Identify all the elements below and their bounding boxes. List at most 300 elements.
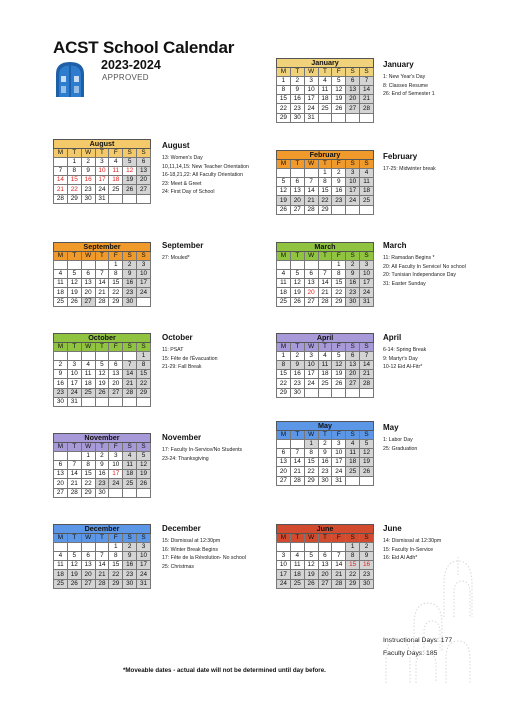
date-cell: 1 [277, 77, 291, 86]
date-cell: 2 [360, 543, 374, 552]
day-header: W [304, 252, 318, 261]
event-list-august [162, 154, 249, 197]
date-cell: 23 [332, 196, 346, 205]
date-cell: 25 [318, 104, 332, 113]
day-header: S [360, 160, 374, 169]
date-cell: 24 [346, 196, 360, 205]
empty-cell [123, 397, 137, 406]
date-cell: 29 [277, 113, 291, 122]
empty-cell [277, 440, 291, 449]
day-header: F [332, 252, 346, 261]
event-list-may [383, 436, 417, 453]
date-cell: 26 [137, 479, 151, 488]
date-cell: 17 [304, 370, 318, 379]
empty-cell [81, 261, 95, 270]
date-cell: 18 [346, 458, 360, 467]
date-cell: 17 [360, 279, 374, 288]
date-cell: 28 [95, 579, 109, 588]
date-cell: 25 [290, 579, 304, 588]
empty-cell [290, 543, 304, 552]
date-cell: 27 [81, 297, 95, 306]
empty-cell [360, 113, 374, 122]
date-cell: 20 [81, 288, 95, 297]
date-cell: 9 [360, 552, 374, 561]
date-cell: 12 [67, 279, 81, 288]
empty-cell [67, 261, 81, 270]
empty-cell [277, 169, 291, 178]
date-cell: 9 [123, 270, 137, 279]
event-item: 15: Faculty In-Service [383, 546, 434, 553]
empty-cell [346, 476, 360, 485]
day-header: M [277, 160, 291, 169]
month-heading-january: January [383, 60, 414, 69]
date-cell: 7 [95, 270, 109, 279]
date-cell: 27 [346, 379, 360, 388]
date-cell: 18 [54, 288, 68, 297]
day-header: F [332, 534, 346, 543]
date-cell: 13 [346, 361, 360, 370]
date-cell: 11 [318, 86, 332, 95]
date-cell: 19 [332, 370, 346, 379]
month-heading-november: November [162, 433, 202, 442]
date-cell: 9 [81, 167, 95, 176]
date-cell: 8 [109, 552, 123, 561]
day-header: F [109, 443, 123, 452]
date-cell: 17 [137, 279, 151, 288]
empty-cell [318, 113, 332, 122]
date-cell: 8 [81, 461, 95, 470]
day-header: S [346, 431, 360, 440]
day-header: S [137, 343, 151, 352]
empty-cell [54, 158, 68, 167]
day-header: S [137, 443, 151, 452]
faculty-days: Faculty Days: 185 [383, 650, 438, 657]
day-header: T [290, 343, 304, 352]
empty-cell [290, 440, 304, 449]
day-header: S [360, 534, 374, 543]
month-header-september: September [54, 243, 151, 252]
event-item: 16: Eid Al Adh* [383, 555, 418, 562]
day-header: S [137, 534, 151, 543]
date-cell: 12 [304, 561, 318, 570]
approval-status: APPROVED [102, 73, 149, 82]
event-item: 1: Labor Day [383, 437, 413, 443]
date-cell: 22 [81, 479, 95, 488]
empty-cell [95, 261, 109, 270]
date-cell: 11 [54, 561, 68, 570]
date-cell: 14 [360, 361, 374, 370]
date-cell: 19 [137, 470, 151, 479]
event-item: 17-25: Midwinter break [383, 166, 436, 172]
footnote: *Moveable dates - actual date will not be determined until day before. [123, 667, 326, 674]
school-logo-icon [54, 60, 86, 98]
date-cell: 3 [109, 452, 123, 461]
date-cell: 21 [290, 467, 304, 476]
empty-cell [95, 397, 109, 406]
date-cell: 4 [318, 352, 332, 361]
event-item: 17: Faculty In-Service/No Students [162, 447, 243, 453]
date-cell: 2 [346, 261, 360, 270]
date-cell: 30 [360, 579, 374, 588]
date-cell: 1 [109, 261, 123, 270]
month-calendar-february [276, 150, 374, 215]
date-cell: 13 [109, 370, 123, 379]
month-header-february: February [277, 151, 374, 160]
date-cell: 5 [332, 352, 346, 361]
day-header: W [81, 149, 95, 158]
date-cell: 15 [346, 561, 360, 570]
event-list-november [162, 446, 242, 463]
date-cell: 27 [304, 297, 318, 306]
date-cell: 21 [360, 95, 374, 104]
date-cell: 31 [360, 297, 374, 306]
date-cell: 12 [137, 461, 151, 470]
day-header: T [318, 160, 332, 169]
date-cell: 4 [346, 440, 360, 449]
date-cell: 8 [332, 270, 346, 279]
event-item: 20: Tunisian Independance Day [383, 272, 456, 279]
date-cell: 22 [318, 196, 332, 205]
date-cell: 21 [360, 370, 374, 379]
date-cell: 18 [360, 187, 374, 196]
date-cell: 3 [95, 158, 109, 167]
date-cell: 6 [109, 361, 123, 370]
date-cell: 4 [54, 552, 68, 561]
date-cell: 20 [54, 479, 68, 488]
empty-cell [54, 352, 68, 361]
date-cell: 7 [54, 167, 68, 176]
date-cell: 5 [67, 552, 81, 561]
date-cell: 25 [54, 579, 68, 588]
date-cell: 30 [95, 488, 109, 497]
date-cell: 13 [54, 470, 68, 479]
date-cell: 1 [346, 543, 360, 552]
date-cell: 27 [277, 476, 291, 485]
date-cell: 20 [304, 288, 318, 297]
day-header: W [304, 68, 318, 77]
empty-cell [360, 205, 374, 214]
date-cell: 3 [346, 169, 360, 178]
empty-cell [332, 205, 346, 214]
date-cell: 2 [95, 452, 109, 461]
date-cell: 22 [109, 288, 123, 297]
date-cell: 21 [123, 379, 137, 388]
date-cell: 31 [67, 397, 81, 406]
event-item: 16: Winter Break Begins [162, 546, 218, 553]
date-cell: 24 [332, 467, 346, 476]
day-header: W [81, 534, 95, 543]
date-cell: 5 [137, 452, 151, 461]
date-cell: 10 [332, 449, 346, 458]
date-cell: 12 [290, 279, 304, 288]
date-cell: 29 [332, 297, 346, 306]
empty-cell [95, 352, 109, 361]
month-header-march: March [277, 243, 374, 252]
date-cell: 26 [290, 297, 304, 306]
date-cell: 23 [360, 570, 374, 579]
date-cell: 22 [346, 570, 360, 579]
event-list-march [383, 254, 466, 288]
date-cell: 5 [304, 552, 318, 561]
date-cell: 14 [95, 561, 109, 570]
date-cell: 23 [81, 185, 95, 194]
date-cell: 26 [67, 579, 81, 588]
date-cell: 8 [109, 270, 123, 279]
date-cell: 14 [290, 458, 304, 467]
date-cell: 23 [54, 388, 68, 397]
event-list-april [383, 346, 426, 372]
date-cell: 7 [360, 77, 374, 86]
date-cell: 9 [290, 86, 304, 95]
date-cell: 15 [67, 176, 81, 185]
empty-cell [54, 543, 68, 552]
day-header: W [304, 160, 318, 169]
empty-cell [318, 543, 332, 552]
date-cell: 28 [95, 297, 109, 306]
date-cell: 25 [346, 467, 360, 476]
date-cell: 26 [67, 297, 81, 306]
date-cell: 4 [360, 169, 374, 178]
date-cell: 6 [346, 77, 360, 86]
empty-cell [304, 261, 318, 270]
date-cell: 19 [290, 288, 304, 297]
month-header-january: January [277, 59, 374, 68]
date-cell: 25 [81, 388, 95, 397]
date-cell: 15 [109, 561, 123, 570]
date-cell: 10 [346, 178, 360, 187]
date-cell: 26 [332, 379, 346, 388]
date-cell: 11 [54, 279, 68, 288]
date-cell: 21 [304, 196, 318, 205]
month-heading-march: March [383, 241, 407, 250]
date-cell: 16 [360, 561, 374, 570]
event-item: 14: Dismissal at 12:30pm [383, 538, 442, 544]
event-item: 10-12 Eid Al-Fitr* [383, 364, 423, 371]
empty-cell [137, 297, 151, 306]
day-header: S [123, 534, 137, 543]
date-cell: 3 [67, 361, 81, 370]
empty-cell [109, 352, 123, 361]
date-cell: 13 [81, 561, 95, 570]
month-heading-december: December [162, 524, 201, 533]
month-header-april: April [277, 334, 374, 343]
day-header: S [123, 343, 137, 352]
date-cell: 19 [67, 288, 81, 297]
date-cell: 16 [346, 279, 360, 288]
date-cell: 28 [332, 579, 346, 588]
date-cell: 1 [109, 543, 123, 552]
empty-cell [318, 261, 332, 270]
date-cell: 17 [277, 570, 291, 579]
date-cell: 29 [277, 388, 291, 397]
month-heading-february: February [383, 152, 418, 161]
date-cell: 24 [304, 104, 318, 113]
empty-cell [346, 113, 360, 122]
event-item: 15: Dismissal at 12:30pm [162, 538, 221, 544]
event-item: 31: Easter Sunday [383, 280, 426, 287]
date-cell: 22 [67, 185, 81, 194]
day-header: F [332, 431, 346, 440]
month-heading-september: September [162, 241, 204, 250]
date-cell: 2 [54, 361, 68, 370]
day-header: F [109, 343, 123, 352]
day-header: S [360, 343, 374, 352]
date-cell: 24 [277, 579, 291, 588]
event-item: 16-18,21,22: All Faculty Orientation [162, 172, 244, 179]
event-item: 25: Graduation [383, 445, 418, 452]
date-cell: 1 [277, 352, 291, 361]
date-cell: 6 [81, 552, 95, 561]
date-cell: 29 [304, 476, 318, 485]
date-cell: 2 [123, 261, 137, 270]
date-cell: 22 [109, 570, 123, 579]
date-cell: 18 [123, 470, 137, 479]
school-year: 2023-2024 [101, 58, 161, 72]
day-header: T [318, 252, 332, 261]
date-cell: 16 [290, 95, 304, 104]
date-cell: 20 [318, 570, 332, 579]
date-cell: 12 [360, 449, 374, 458]
date-cell: 29 [81, 488, 95, 497]
event-item: 27: Mouled* [162, 255, 190, 261]
date-cell: 1 [67, 158, 81, 167]
empty-cell [109, 488, 123, 497]
date-cell: 2 [123, 543, 137, 552]
date-cell: 6 [81, 270, 95, 279]
date-cell: 29 [346, 579, 360, 588]
date-cell: 13 [277, 458, 291, 467]
empty-cell [290, 261, 304, 270]
empty-cell [109, 194, 123, 203]
date-cell: 27 [290, 205, 304, 214]
date-cell: 3 [360, 261, 374, 270]
date-cell: 9 [332, 178, 346, 187]
date-cell: 13 [290, 187, 304, 196]
event-item: 13: Women's Day [162, 155, 203, 161]
day-header: S [346, 68, 360, 77]
date-cell: 14 [360, 86, 374, 95]
date-cell: 21 [67, 479, 81, 488]
day-header: M [277, 431, 291, 440]
empty-cell [360, 388, 374, 397]
date-cell: 14 [95, 279, 109, 288]
date-cell: 20 [290, 196, 304, 205]
date-cell: 13 [304, 279, 318, 288]
day-header: W [304, 534, 318, 543]
day-header: S [137, 252, 151, 261]
date-cell: 9 [346, 270, 360, 279]
date-cell: 29 [67, 194, 81, 203]
date-cell: 23 [290, 104, 304, 113]
date-cell: 24 [95, 185, 109, 194]
date-cell: 17 [332, 458, 346, 467]
date-cell: 17 [109, 470, 123, 479]
date-cell: 15 [81, 470, 95, 479]
date-cell: 24 [137, 570, 151, 579]
date-cell: 12 [67, 561, 81, 570]
date-cell: 13 [81, 279, 95, 288]
month-calendar-october [53, 333, 151, 407]
event-list-september [162, 254, 190, 263]
date-cell: 14 [304, 187, 318, 196]
date-cell: 7 [123, 361, 137, 370]
event-item: 20: All Faculty In Service/ No school [383, 263, 466, 270]
date-cell: 1 [332, 261, 346, 270]
watermark-arches-icon [384, 555, 474, 685]
date-cell: 8 [304, 449, 318, 458]
date-cell: 17 [304, 95, 318, 104]
date-cell: 4 [318, 77, 332, 86]
day-header: T [67, 343, 81, 352]
date-cell: 31 [304, 113, 318, 122]
date-cell: 20 [109, 379, 123, 388]
date-cell: 30 [318, 476, 332, 485]
date-cell: 6 [346, 352, 360, 361]
date-cell: 27 [81, 579, 95, 588]
date-cell: 4 [81, 361, 95, 370]
date-cell: 30 [54, 397, 68, 406]
date-cell: 29 [318, 205, 332, 214]
date-cell: 7 [318, 270, 332, 279]
date-cell: 26 [332, 104, 346, 113]
date-cell: 21 [332, 570, 346, 579]
date-cell: 6 [54, 461, 68, 470]
month-header-august: August [54, 140, 151, 149]
day-header: M [277, 68, 291, 77]
date-cell: 28 [318, 297, 332, 306]
date-cell: 20 [346, 370, 360, 379]
empty-cell [346, 388, 360, 397]
day-header: S [346, 160, 360, 169]
day-header: T [318, 534, 332, 543]
empty-cell [304, 169, 318, 178]
date-cell: 20 [277, 467, 291, 476]
date-cell: 22 [304, 467, 318, 476]
day-header: T [318, 343, 332, 352]
date-cell: 30 [290, 388, 304, 397]
date-cell: 23 [123, 570, 137, 579]
date-cell: 17 [95, 176, 109, 185]
date-cell: 2 [290, 352, 304, 361]
date-cell: 27 [318, 579, 332, 588]
empty-cell [54, 261, 68, 270]
date-cell: 8 [277, 361, 291, 370]
date-cell: 28 [67, 488, 81, 497]
month-calendar-november [53, 433, 151, 498]
day-header: T [290, 534, 304, 543]
empty-cell [318, 388, 332, 397]
date-cell: 19 [95, 379, 109, 388]
month-heading-april: April [383, 333, 402, 342]
date-cell: 10 [109, 461, 123, 470]
date-cell: 15 [137, 370, 151, 379]
date-cell: 25 [277, 297, 291, 306]
date-cell: 2 [290, 77, 304, 86]
empty-cell [277, 261, 291, 270]
day-header: T [290, 431, 304, 440]
empty-cell [123, 352, 137, 361]
empty-cell [332, 543, 346, 552]
date-cell: 12 [332, 361, 346, 370]
date-cell: 13 [346, 86, 360, 95]
date-cell: 11 [346, 449, 360, 458]
day-header: T [290, 252, 304, 261]
day-header: F [109, 534, 123, 543]
day-header: T [67, 443, 81, 452]
date-cell: 23 [290, 379, 304, 388]
date-cell: 27 [109, 388, 123, 397]
month-calendar-may [276, 421, 374, 486]
